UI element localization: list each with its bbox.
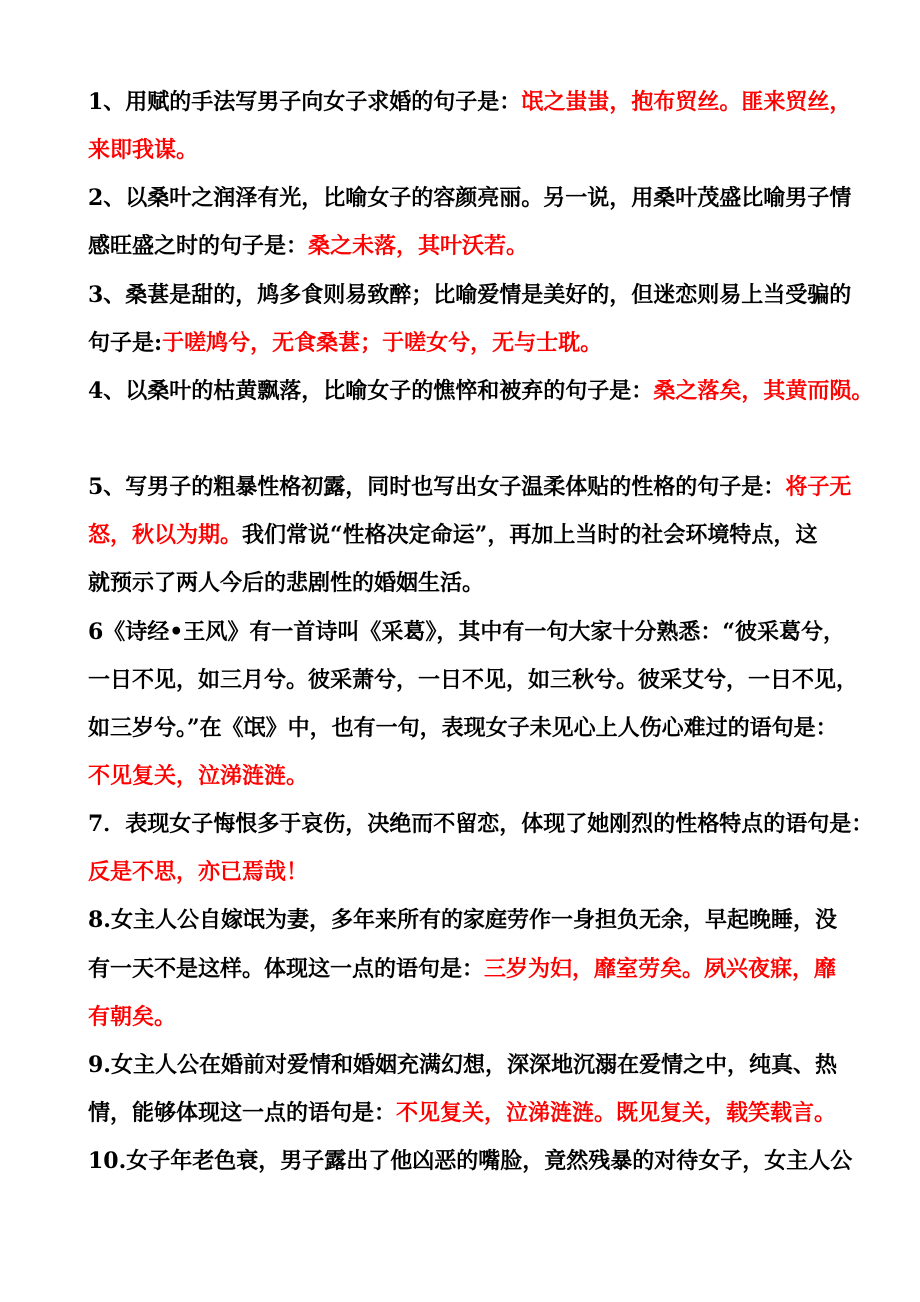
question-1-line-2: [88, 126, 848, 174]
question-1-line-1: 1、用赋的手法写男子向女子求婚的句子是：氓之蚩蚩，抱布贸丝。匪来贸丝，: [88, 89, 852, 115]
question-10-line-1: 10.女子年老色衰，男子露出了他凶恶的嘴脸，竟然残暴的对待女子，女主人公: [88, 1148, 853, 1174]
answer-text: 有朝矣。: [88, 1004, 177, 1030]
question-6-line-3: 如三岁兮。”在《氓》中，也有一句，表现女子未见心上人伤心难过的语句是：: [88, 715, 838, 741]
question-6-line-4: [88, 752, 848, 800]
answer-text: 来即我谋。: [88, 137, 199, 163]
answer-text: 于嗟鸠兮，无食桑葚；于嗟女兮，无与士耽。: [162, 330, 603, 356]
question-9-line-1: 9.女主人公在婚前对爱情和婚姻充满幻想，深深地沉溺在爱情之中，纯真、热: [88, 1052, 837, 1078]
answer-text: 怒，秋以为期。: [88, 522, 243, 548]
answer-text: 桑之未落，其叶沃若。: [308, 233, 529, 259]
question-2-line-1: 2、以桑叶之润泽有光，比喻女子的容颜亮丽。另一说，用桑叶茂盛比喻男子情: [88, 185, 852, 211]
question-8-line-3: [88, 993, 848, 1041]
answer-text: 不见复关，泣涕涟涟。既见复关，载笑载言。: [396, 1100, 837, 1126]
question-8-line-1: 8.女主人公自嫁氓为妻，多年来所有的家庭劳作一身担负无余，早起晚睡，没: [88, 907, 837, 933]
answer-text: 反是不思，亦已焉哉！: [88, 859, 309, 885]
question-6-line-2: 一日不见，如三月兮。彼采萧兮，一日不见，如三秋兮。彼采艾兮，一日不见，: [88, 667, 859, 693]
answer-text: 将子无: [785, 474, 852, 500]
question-9-line-2: 情，能够体现这一点的语句是：不见复关，泣涕涟涟。既见复关，载笑载言。: [88, 1100, 837, 1126]
question-2-line-2: 感旺盛之时的句子是：桑之未落，其叶沃若。: [88, 233, 529, 259]
answer-text: 三岁为妇，靡室劳矣。夙兴夜寐，靡: [484, 956, 837, 982]
question-3-line-1: 3、桑葚是甜的，鸠多食则易致醉；比喻爱情是美好的，但迷恋则易上当受骗的: [88, 282, 852, 308]
question-7-line-1: 7．表现女子悔恨多于哀伤，决绝而不留恋，体现了她刚烈的性格特点的语句是：: [88, 811, 874, 837]
question-4-line-1: 4、以桑叶的枯黄飘落，比喻女子的憔悴和被弃的句子是：桑之落矣，其黄而陨。: [88, 378, 874, 404]
question-7-line-2: [88, 848, 848, 896]
question-5-line-1: 5、写男子的粗暴性格初露，同时也写出女子温柔体贴的性格的句子是：将子无: [88, 474, 852, 500]
answer-text: 不见复关，泣涕涟涟。: [88, 763, 309, 789]
question-5-line-2: 怒，秋以为期。我们常说“性格决定命运”，再加上当时的社会环境特点，这: [88, 522, 818, 548]
question-3-line-2: 句子是:于嗟鸠兮，无食桑葚；于嗟女兮，无与士耽。: [88, 330, 603, 356]
question-8-line-2: 有一天不是这样。体现这一点的语句是：三岁为妇，靡室劳矣。夙兴夜寐，靡: [88, 956, 837, 982]
question-5-line-3: 就预示了两人今后的悲剧性的婚姻生活。: [88, 570, 485, 596]
answer-text: 桑之落矣，其黄而陨。: [653, 378, 874, 404]
answer-text: 氓之蚩蚩，抱布贸丝。匪来贸丝，: [521, 89, 852, 115]
question-6-line-1: 6《诗经•王风》有一首诗叫《采葛》，其中有一句大家十分熟悉：“彼采葛兮，: [88, 619, 846, 645]
